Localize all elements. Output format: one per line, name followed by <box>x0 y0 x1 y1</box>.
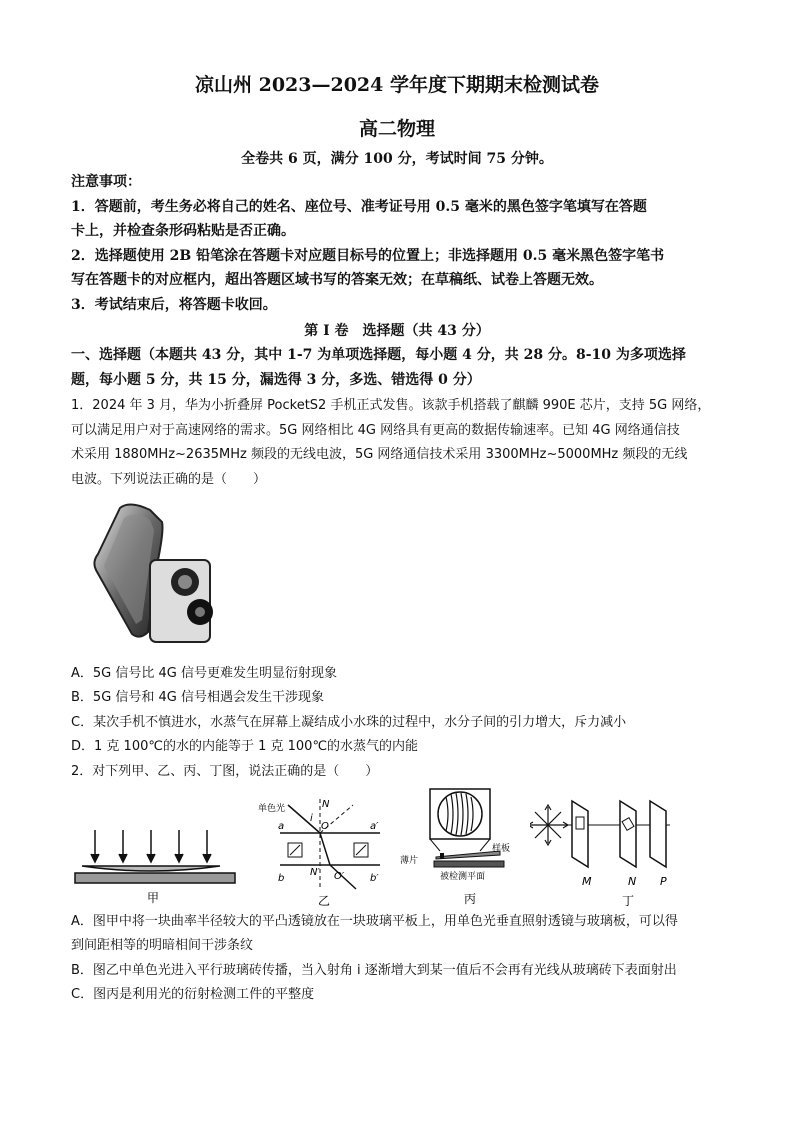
figure-jia <box>70 820 240 910</box>
test-plane-label: 被检测平面 <box>440 872 486 882</box>
exam-title: 凉山州 2023—2024 学年度下期期末检测试卷 <box>195 74 599 96</box>
svg-text:O: O <box>321 821 329 832</box>
folding-phone-figure <box>90 500 220 650</box>
svg-text:P: P <box>660 875 667 888</box>
svg-text:O′: O′ <box>334 871 345 882</box>
question-1-line: 电波。下列说法正确的是（ ） <box>71 472 267 487</box>
notice-item: 1．答题前，考生务必将自己的姓名、座位号、准考证号用 0.5 毫米的黑色签字笔填写在答题 <box>71 199 647 215</box>
question-1-option: D．1 克 100℃的水的内能等于 1 克 100℃的水蒸气的内能 <box>71 739 419 754</box>
figure-ding-label: 丁 <box>622 894 635 908</box>
figure-bing-label: 丙 <box>464 892 477 906</box>
notice-item: 写在答题卡的对应框内，超出答题区域书写的答案无效；在草稿纸、试卷上答题无效。 <box>71 272 603 288</box>
question-2-option: 到间距相等的明暗相间干涉条纹 <box>71 938 254 953</box>
section-intro: 题，每小题 5 分，共 15 分，漏选得 3 分，多选、错选得 0 分） <box>71 372 481 388</box>
thin-sheet-label: 薄片 <box>400 856 419 866</box>
figure-ding <box>530 795 680 910</box>
question-2-option: A．图甲中将一块曲率半径较大的平凸透镜放在一块玻璃平板上，用单色光垂直照射透镜与玻璃板，可以得 <box>71 914 678 929</box>
question-2-option: B．图乙中单色光进入平行玻璃砖传播，当入射角 i 逐渐增大到某一值后不会再有光线从玻璃砖下表面射出 <box>71 963 677 978</box>
svg-text:i: i <box>310 813 313 824</box>
question-2-option: C．图丙是利用光的衍射检测工件的平整度 <box>71 987 315 1002</box>
question-1-line: 1．2024 年 3 月，华为小折叠屏 PocketS2 手机正式发售。该款手机搭载了麒麟 990E 芯片，支持 5G 网络， <box>71 398 711 413</box>
svg-text:a′: a′ <box>370 821 379 832</box>
sample-label: 样板 <box>492 844 511 854</box>
question-1-option: C．某次手机不慎进水，水蒸气在屏幕上凝结成小水珠的过程中，水分子间的引力增大，斥力减小 <box>71 715 627 730</box>
svg-text:M: M <box>582 875 592 888</box>
svg-text:a: a <box>278 821 285 832</box>
notice-item: 3．考试结束后，将答题卡收回。 <box>71 297 277 313</box>
subject-title: 高二物理 <box>358 118 435 140</box>
figure-yi <box>258 795 393 910</box>
section-heading: 第 Ⅰ 卷 选择题（共 43 分） <box>304 323 490 339</box>
svg-text:b: b <box>278 873 285 884</box>
svg-text:N: N <box>322 799 330 810</box>
svg-text:N′: N′ <box>310 867 320 878</box>
svg-text:b′: b′ <box>370 873 379 884</box>
question-1-option: A．5G 信号比 4G 信号更难发生明显衍射现象 <box>71 666 337 681</box>
figure-yi-label: 乙 <box>318 894 331 908</box>
question-1-option: B．5G 信号和 4G 信号相遇会发生干涉现象 <box>71 690 325 705</box>
section-intro: 一、选择题（本题共 43 分，其中 1-7 为单项选择题，每小题 4 分，共 28 分。8-10 为多项选择 <box>71 347 686 363</box>
figure-jia-label: 甲 <box>147 891 160 905</box>
notice-item: 2．选择题使用 2B 铅笔涂在答题卡对应题目标号的位置上；非选择题用 0.5 毫米黑色签字笔书 <box>71 248 665 264</box>
svg-text:N: N <box>628 875 637 888</box>
mono-light-label: 单色光 <box>258 804 286 814</box>
figure-bing <box>400 785 520 910</box>
exam-info: 全卷共 6 页，满分 100 分，考试时间 75 分钟。 <box>241 151 553 167</box>
notice-item: 卡上，并检查条形码粘贴是否正确。 <box>71 223 295 239</box>
question-1-line: 术采用 1880MHz~2635MHz 频段的无线电波，5G 网络通信技术采用 3300MHz~5000MHz 频段的无线 <box>71 447 688 462</box>
question-1-line: 可以满足用户对于高速网络的需求。5G 网络相比 4G 网络具有更高的数据传输速率。已知 4G 网络通信技 <box>71 423 680 438</box>
question-2-stem: 2．对下列甲、乙、丙、丁图，说法正确的是（ ） <box>71 764 379 779</box>
notice-heading: 注意事项： <box>71 174 141 190</box>
